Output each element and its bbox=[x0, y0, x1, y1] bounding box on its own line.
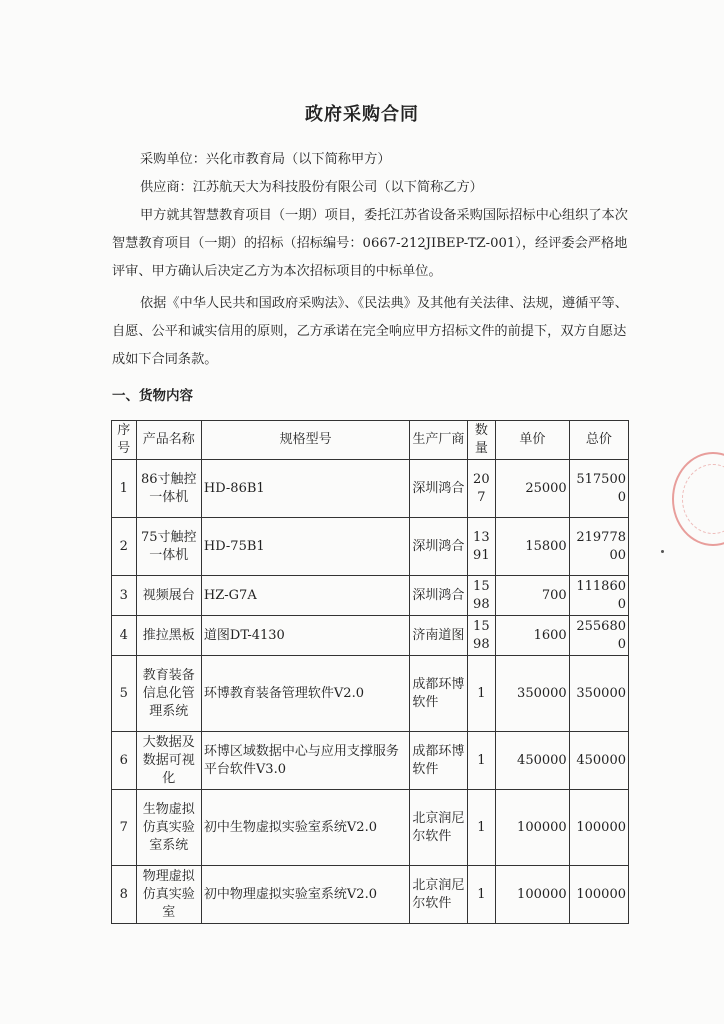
cell-price: 1600 bbox=[496, 616, 570, 656]
cell-total: 100000 bbox=[569, 866, 628, 924]
cell-maker: 北京润尼尔软件 bbox=[410, 866, 467, 924]
cell-name: 大数据及数据可视化 bbox=[136, 732, 201, 790]
cell-no: 3 bbox=[112, 576, 137, 616]
cell-no: 7 bbox=[112, 790, 137, 866]
table-row bbox=[112, 790, 629, 866]
cell-no: 1 bbox=[112, 460, 137, 518]
contract-title: 政府采购合同 bbox=[305, 104, 419, 125]
cell-name: 生物虚拟仿真实验室系统 bbox=[136, 790, 201, 866]
cell-maker: 北京润尼尔软件 bbox=[410, 790, 467, 866]
cell-price: 450000 bbox=[496, 732, 570, 790]
cell-name: 86寸触控一体机 bbox=[136, 460, 201, 518]
cell-qty: 207 bbox=[467, 460, 496, 518]
cell-qty: 1598 bbox=[467, 576, 496, 616]
table-row bbox=[112, 616, 629, 656]
cell-name: 教育装备信息化管理系统 bbox=[136, 656, 201, 732]
cell-total: 450000 bbox=[569, 732, 628, 790]
table-row bbox=[112, 460, 629, 518]
table-row bbox=[112, 732, 629, 790]
cell-spec: HD-75B1 bbox=[201, 518, 409, 576]
table-row bbox=[112, 656, 629, 732]
cell-no: 4 bbox=[112, 616, 137, 656]
cell-total: 100000 bbox=[569, 790, 628, 866]
supplier-line: 供应商：江苏航天大为科技股份有限公司（以下简称乙方） bbox=[140, 180, 483, 195]
table-row bbox=[112, 576, 629, 616]
cell-spec: HD-86B1 bbox=[201, 460, 409, 518]
cell-price: 100000 bbox=[496, 790, 570, 866]
cell-maker: 深圳鸿合 bbox=[410, 460, 467, 518]
basis-paragraph: 依据《中华人民共和国政府采购法》、《民法典》及其他有关法律、法规，遵循平等、自愿、公平和诚实信用的原则，乙方承诺在完全响应甲方招标文件的前提下，双方自愿达成如下合同条款。 bbox=[112, 296, 628, 367]
cell-name: 视频展台 bbox=[136, 576, 201, 616]
cell-spec: 环博区域数据中心与应用支撑服务平台软件V3.0 bbox=[201, 732, 409, 790]
header-qty: 数量 bbox=[467, 421, 496, 460]
cell-qty: 1598 bbox=[467, 616, 496, 656]
cell-spec: HZ-G7A bbox=[201, 576, 409, 616]
cell-name: 物理虚拟仿真实验室 bbox=[136, 866, 201, 924]
cell-no: 8 bbox=[112, 866, 137, 924]
header-spec: 规格型号 bbox=[201, 421, 409, 460]
cell-price: 100000 bbox=[496, 866, 570, 924]
cell-total: 5175000 bbox=[569, 460, 628, 518]
seal-inner-ring bbox=[682, 464, 724, 534]
intro-paragraph: 甲方就其智慧教育项目（一期）项目，委托江苏省设备采购国际招标中心组织了本次智慧教育项目（一期）的招标（招标编号：0667-212JIBEP-TZ-001），经评委会严格地评审、甲方确认后决定乙方为本次招标项目的中标单位。 bbox=[112, 208, 628, 279]
cell-price: 700 bbox=[496, 576, 570, 616]
cell-qty: 1 bbox=[467, 866, 496, 924]
cell-qty: 1 bbox=[467, 656, 496, 732]
cell-spec: 环博教育装备管理软件V2.0 bbox=[201, 656, 409, 732]
cell-qty: 1 bbox=[467, 790, 496, 866]
cell-price: 350000 bbox=[496, 656, 570, 732]
table-header-row bbox=[112, 421, 629, 460]
cell-total: 350000 bbox=[569, 656, 628, 732]
header-total: 总价 bbox=[569, 421, 628, 460]
official-seal-fragment bbox=[672, 452, 724, 546]
margin-mark bbox=[661, 550, 664, 553]
cell-name: 推拉黑板 bbox=[136, 616, 201, 656]
buyer-line: 采购单位：兴化市教育局（以下简称甲方） bbox=[140, 152, 391, 167]
header-name: 产品名称 bbox=[136, 421, 201, 460]
cell-maker: 深圳鸿合 bbox=[410, 518, 467, 576]
cell-no: 2 bbox=[112, 518, 137, 576]
cell-spec: 道图DT-4130 bbox=[201, 616, 409, 656]
cell-qty: 1391 bbox=[467, 518, 496, 576]
cell-no: 6 bbox=[112, 732, 137, 790]
cell-total: 1118600 bbox=[569, 576, 628, 616]
header-maker: 生产厂商 bbox=[410, 421, 467, 460]
cell-no: 5 bbox=[112, 656, 137, 732]
cell-price: 25000 bbox=[496, 460, 570, 518]
cell-maker: 成都环博软件 bbox=[410, 656, 467, 732]
cell-spec: 初中生物虚拟实验室系统V2.0 bbox=[201, 790, 409, 866]
cell-name: 75寸触控一体机 bbox=[136, 518, 201, 576]
goods-table bbox=[111, 420, 629, 924]
cell-total: 2556800 bbox=[569, 616, 628, 656]
cell-maker: 成都环博软件 bbox=[410, 732, 467, 790]
cell-price: 15800 bbox=[496, 518, 570, 576]
section-goods-heading: 一、货物内容 bbox=[112, 388, 193, 404]
cell-spec: 初中物理虚拟实验室系统V2.0 bbox=[201, 866, 409, 924]
cell-maker: 深圳鸿合 bbox=[410, 576, 467, 616]
table-row bbox=[112, 518, 629, 576]
cell-maker: 济南道图 bbox=[410, 616, 467, 656]
table-row bbox=[112, 866, 629, 924]
cell-total: 21977800 bbox=[569, 518, 628, 576]
header-price: 单价 bbox=[496, 421, 570, 460]
header-no: 序号 bbox=[112, 421, 137, 460]
cell-qty: 1 bbox=[467, 732, 496, 790]
